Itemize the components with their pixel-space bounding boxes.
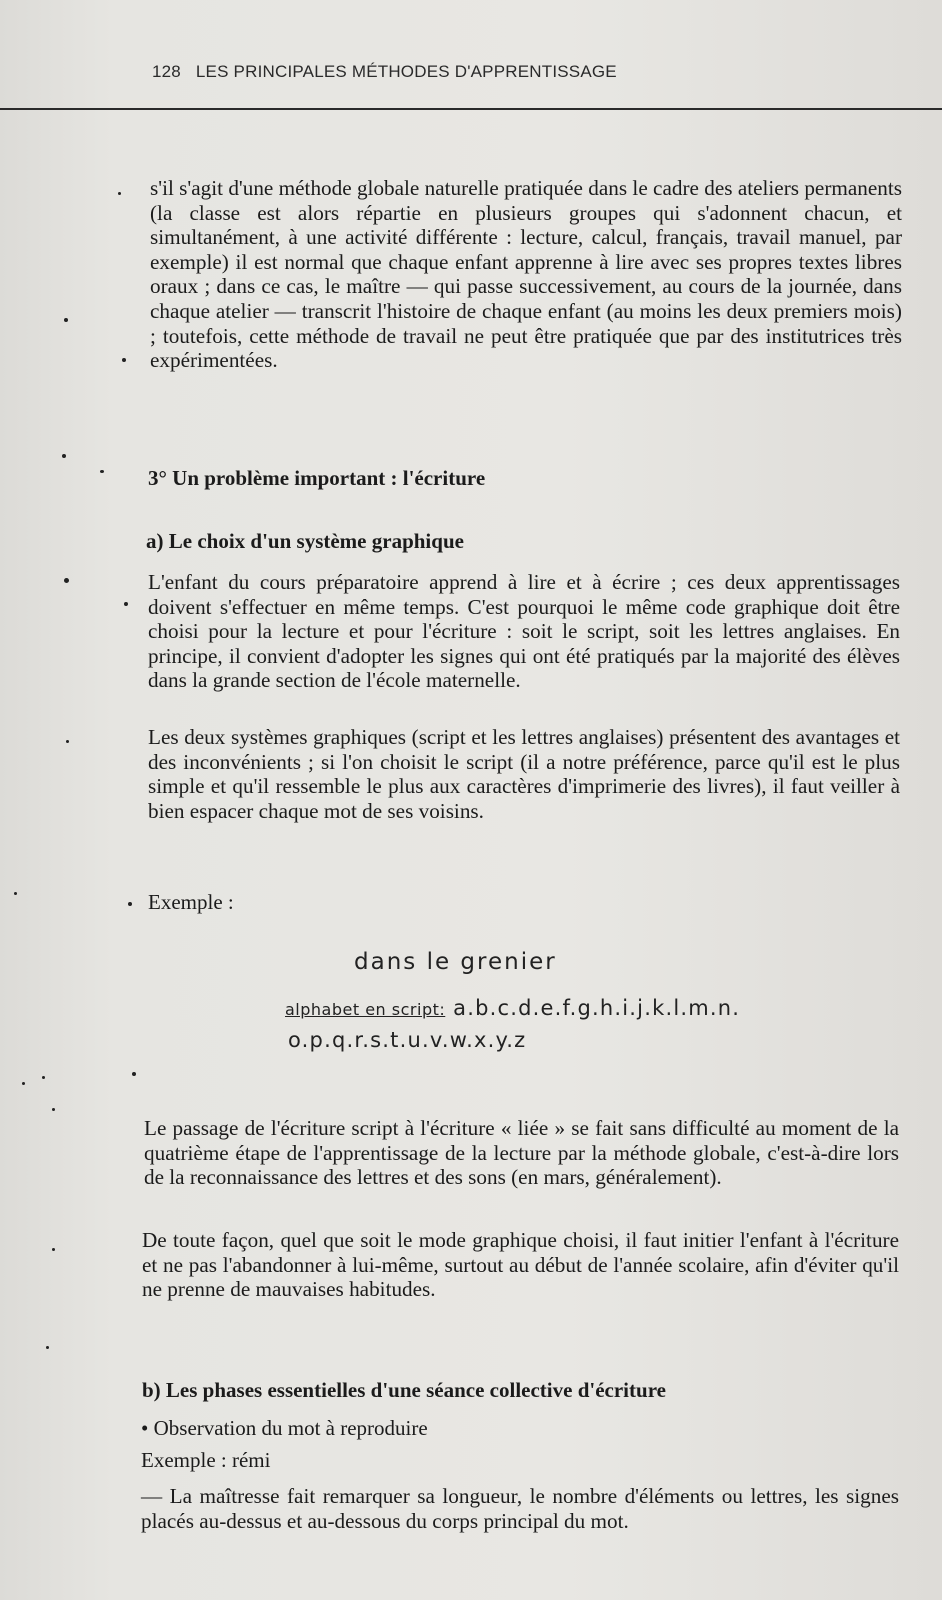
- bullet-mark: •: [141, 1416, 149, 1440]
- section-heading-ecriture: 3° Un problème important : l'écriture: [148, 466, 486, 490]
- running-head: [152, 62, 617, 82]
- page-number: 128: [152, 62, 181, 81]
- alphabet-label: alphabet en script:: [285, 1000, 446, 1019]
- paragraph-passage-ecriture: Le passage de l'écriture script à l'écriture « liée » se fait sans difficulté au moment de la quatrième étape de l'apprentissage de la lecture par la méthode globale, c'est-à-dire lors de la reconnaissance des lettres et des sons (en mars, généralement).: [144, 1116, 899, 1190]
- ink-speck: [64, 578, 69, 583]
- paragraph-de-toute-facon: De toute façon, quel que soit le mode graphique choisi, il faut initier l'enfant à l'écriture et ne pas l'abandonner à lui-même, surtout au début de l'année scolaire, afin d'éviter qu'il ne prenne de mauvaises habitudes.: [142, 1228, 899, 1302]
- ink-speck: [118, 192, 121, 195]
- ink-speck: [42, 1076, 45, 1079]
- example-label: Exemple :: [148, 890, 234, 914]
- ink-speck: [100, 470, 104, 473]
- paragraph-systemes-graphiques: Les deux systèmes graphiques (script et les lettres anglaises) présentent des avantages et des inconvénients ; si l'on choisit le script (il a notre préférence, parce qu'il est le plus simple et qu'il ressemble le plus aux caractères d'imprimerie des livres), il faut veiller à bien espacer chaque mot de ses voisins.: [148, 725, 900, 823]
- bullet-observation: [141, 1416, 428, 1441]
- subheading-choix-systeme: a) Le choix d'un système graphique: [146, 529, 464, 553]
- alphabet-letters-o-z: o.p.q.r.s.t.u.v.w.x.y.z: [288, 1028, 527, 1052]
- ink-speck: [62, 454, 66, 458]
- paragraph-ateliers: s'il s'agit d'une méthode globale naturelle pratiquée dans le cadre des ateliers permanents (la classe est alors répartie en plusieurs groupes qui s'adonnent chacun, et simultanément, à une activité différente : lecture, calcul, français, travail manuel, par exemple) il est normal que chaque enfant apprenne à lire avec ses propres textes libres oraux ; dans ce cas, le maître — qui passe successivement, au cours de la journée, dans chaque atelier — transcrit l'histoire de chaque enfant (au moins les deux premiers mois) ; toutefois, cette méthode de travail ne peut être pratiquée que par des institutrices très expérimentées.: [150, 176, 902, 373]
- alphabet-letters-a-n: a.b.c.d.e.f.g.h.i.j.k.l.m.n.: [453, 996, 741, 1020]
- ink-speck: [124, 602, 128, 606]
- ink-speck: [64, 318, 68, 322]
- ink-speck: [132, 1072, 136, 1076]
- ink-speck: [52, 1248, 55, 1251]
- ink-speck: [14, 892, 17, 895]
- bullet-text: Observation du mot à reproduire: [153, 1416, 428, 1440]
- ink-speck: [52, 1108, 55, 1111]
- ink-speck: [122, 358, 126, 362]
- paragraph-cours-preparatoire: L'enfant du cours préparatoire apprend à lire et à écrire ; ces deux apprentissages doivent s'effectuer en même temps. C'est pourquoi le même code graphique doit être choisi pour la lecture et pour l'écriture : soit le script, soit les lettres anglaises. En principe, il convient d'adopter les signes qui ont été pratiqués par la majorité des élèves dans la grande section de l'école maternelle.: [148, 570, 900, 693]
- subheading-phases-essentielles: b) Les phases essentielles d'une séance collective d'écriture: [142, 1378, 666, 1402]
- ink-speck: [66, 740, 69, 743]
- handwritten-alphabet-line-1: [285, 996, 740, 1020]
- ink-speck: [46, 1346, 49, 1349]
- paragraph-maitresse: — La maîtresse fait remarquer sa longueur, le nombre d'éléments ou lettres, les signes placés au-dessus et au-dessous du corps principal du mot.: [141, 1484, 899, 1533]
- running-title: LES PRINCIPALES MÉTHODES D'APPRENTISSAGE: [195, 62, 617, 81]
- handwritten-example-dans-le-grenier: dans le grenier: [354, 949, 557, 975]
- example-remi: Exemple : rémi: [141, 1448, 271, 1472]
- ink-speck: [128, 902, 132, 906]
- ink-speck: [22, 1082, 25, 1085]
- header-rule: [0, 108, 942, 110]
